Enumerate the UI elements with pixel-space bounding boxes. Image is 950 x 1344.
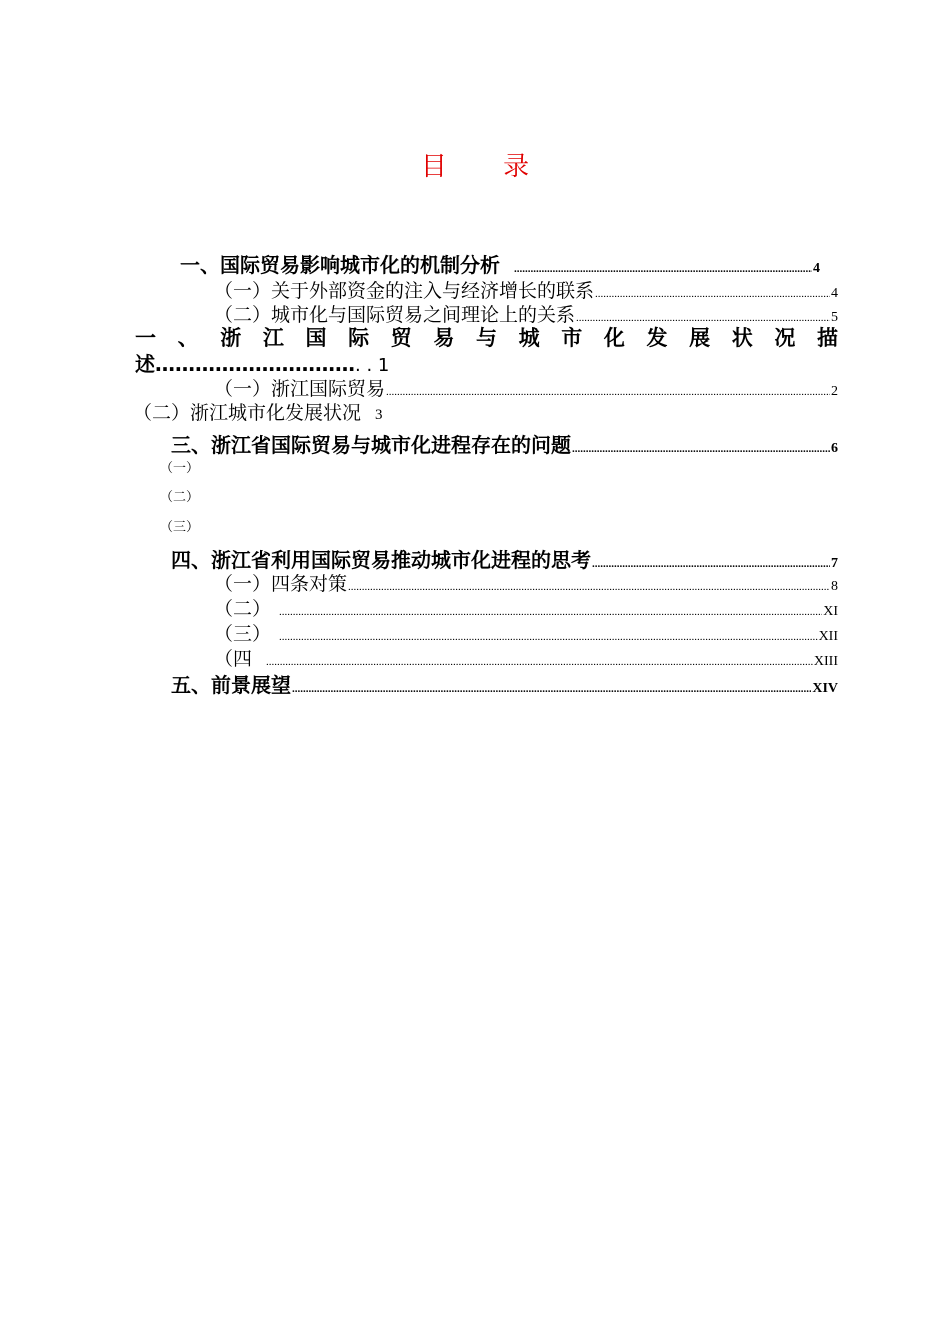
- toc-page-number: 7: [831, 556, 838, 571]
- toc-leader-dots: [386, 386, 830, 398]
- toc-entry-4-3[interactable]: [214, 619, 838, 646]
- toc-entry-2-2[interactable]: [133, 398, 383, 425]
- toc-page-number: 4: [831, 286, 838, 301]
- toc-entry-4-4[interactable]: [214, 644, 838, 671]
- toc-entry-3-3[interactable]: （三）: [160, 520, 200, 535]
- toc-page-number: XII: [818, 629, 838, 644]
- toc-char: 发: [646, 326, 668, 350]
- toc-char: 浙: [220, 326, 242, 350]
- toc-entry-3[interactable]: [171, 429, 838, 458]
- toc-char: 城: [518, 326, 540, 350]
- toc-char: 易: [433, 326, 455, 350]
- toc-page-number: XI: [823, 604, 838, 619]
- toc-entry-label: （二）: [214, 598, 272, 620]
- toc-char: 描: [817, 326, 838, 350]
- toc-entry-2-1[interactable]: [214, 374, 838, 401]
- toc-char: 一: [135, 326, 156, 350]
- toc-char: 际: [348, 326, 370, 350]
- toc-char: 展: [689, 326, 711, 350]
- toc-page-number: 4: [813, 261, 820, 276]
- toc-leader-dots: [279, 606, 822, 618]
- toc-entry-label: （一）浙江国际贸易: [214, 378, 386, 400]
- toc-page-number: 5: [831, 310, 838, 325]
- toc-entry-3-2[interactable]: （二）: [160, 490, 200, 505]
- toc-char: 化: [603, 326, 625, 350]
- toc-entry-label: 一、国际贸易影响城市化的机制分析: [180, 253, 500, 277]
- toc-entry-label: （一）关于外部资金的注入与经济增长的联系: [214, 280, 595, 302]
- toc-entry-1[interactable]: [180, 249, 820, 278]
- toc-page-number: 8: [831, 579, 838, 594]
- toc-entry-label: 三、浙江省国际贸易与城市化进程存在的问题: [171, 433, 571, 457]
- toc-leader-dots: [348, 581, 830, 593]
- toc-page-number: 6: [831, 441, 838, 456]
- toc-page-number: . . 1: [355, 355, 390, 376]
- toc-entry-label: （一）四条对策: [214, 573, 348, 595]
- toc-char: 贸: [390, 326, 412, 350]
- toc-entry-label: （二）浙江城市化发展状况: [133, 402, 362, 424]
- toc-leader-dots: [279, 631, 818, 643]
- toc-page-number: XIV: [812, 681, 838, 696]
- toc-char: 述: [135, 352, 155, 376]
- toc-entry-1-1[interactable]: [214, 276, 838, 303]
- toc-char: 国: [305, 326, 327, 350]
- toc-entry-5[interactable]: [171, 669, 838, 698]
- toc-entry-2-continuation: [135, 348, 389, 377]
- toc-entry-label: 五、前景展望: [171, 673, 291, 697]
- toc-leader-dots: [266, 656, 813, 668]
- toc-leader-dots: [514, 263, 812, 275]
- toc-char: 市: [561, 326, 583, 350]
- toc-leader-dots: [292, 683, 811, 695]
- toc-entry-3-1[interactable]: （一）: [160, 461, 200, 476]
- toc-char: 、: [177, 326, 199, 350]
- toc-page-number: XIII: [813, 654, 838, 669]
- toc-entry-4-2[interactable]: [214, 594, 838, 621]
- toc-title: 目 录: [420, 152, 554, 182]
- toc-page-number: 3: [375, 407, 383, 423]
- toc-entry-4-1[interactable]: [214, 569, 838, 596]
- toc-char: 与: [476, 326, 497, 350]
- toc-char: 江: [262, 326, 284, 350]
- toc-entry-label: 四、浙江省利用国际贸易推动城市化进程的思考: [171, 548, 591, 572]
- toc-char: 况: [774, 326, 796, 350]
- toc-entry-label: （三）: [214, 623, 272, 645]
- toc-leader-dots: …………………………: [155, 352, 355, 376]
- toc-entry-label: （二）城市化与国际贸易之间理论上的关系: [214, 304, 576, 326]
- toc-page-number: 2: [831, 384, 838, 399]
- toc-entry-label: （四: [214, 648, 253, 670]
- toc-char: 状: [731, 326, 753, 350]
- toc-leader-dots: [572, 443, 830, 455]
- toc-leader-dots: [595, 288, 830, 300]
